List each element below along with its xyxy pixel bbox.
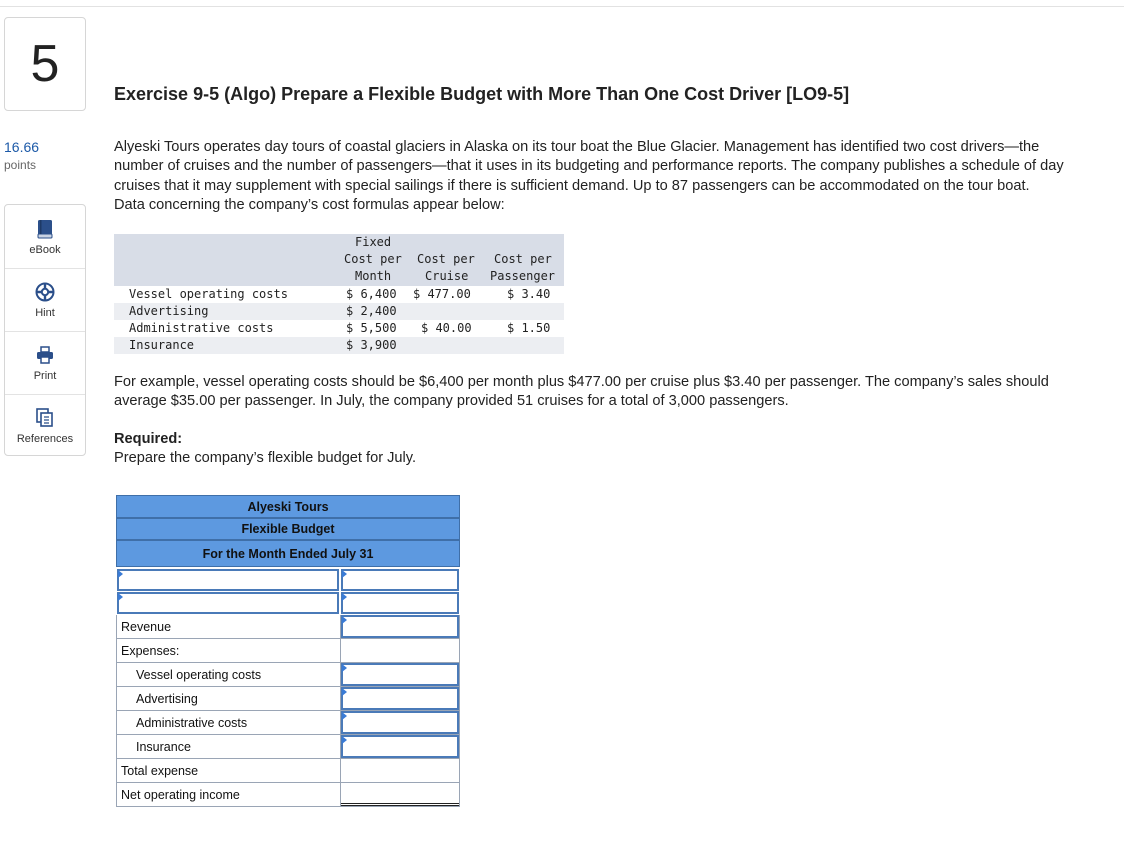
column-header-row [116, 567, 460, 592]
double-underline-bottom [341, 805, 459, 806]
budget-company-name: Alyeski Tours [116, 495, 460, 518]
tool-panel [4, 204, 86, 456]
hint-icon [35, 281, 55, 303]
print-icon [36, 344, 54, 366]
administrative-row [116, 711, 460, 735]
row-vessel-fixed: $ 6,400 [346, 287, 397, 301]
book-icon [36, 218, 54, 240]
total-expense-value [340, 759, 460, 783]
vessel-operating-row [116, 663, 460, 687]
vessel-operating-label: Vessel operating costs [116, 663, 340, 687]
required-text: Prepare the company’s flexible budget for July. [114, 450, 417, 466]
vessel-operating-input[interactable] [341, 663, 459, 686]
row-advertising-fixed: $ 2,400 [346, 304, 397, 318]
net-operating-income-label: Net operating income [116, 783, 340, 807]
points-value: 16.66 [4, 139, 40, 155]
references-icon [36, 407, 54, 429]
references-label: References [16, 433, 74, 445]
budget-period: For the Month Ended July 31 [116, 540, 460, 567]
expenses-label: Expenses: [116, 639, 340, 663]
header-fixed-1: Fixed [355, 235, 392, 249]
references-button[interactable] [5, 394, 85, 457]
row-administrative-cruise: $ 40.00 [421, 321, 472, 335]
advertising-label: Advertising [116, 687, 340, 711]
column-header-label-input[interactable] [117, 569, 339, 591]
header-cruise-2: Cruise [425, 269, 469, 283]
cost-formula-table [114, 234, 564, 353]
advertising-row [116, 687, 460, 711]
administrative-input[interactable] [341, 711, 459, 734]
revenue-input[interactable] [341, 615, 459, 638]
row-label-administrative: Administrative costs [129, 321, 274, 335]
activity-label-input[interactable] [117, 592, 339, 614]
points-label: points [4, 158, 37, 172]
administrative-label: Administrative costs [116, 711, 340, 735]
insurance-row [116, 735, 460, 759]
double-underline-top [341, 803, 459, 804]
total-expense-label: Total expense [116, 759, 340, 783]
intro-paragraph: Alyeski Tours operates day tours of coastal glaciers in Alaska on its tour boat the Blue Glacier. Management has identified two cost drivers—the number of cruises and the number of passengers—that it uses in its budgeting and performance reports. The company publishes a schedule of day cruises that it may supplement with special sailings if there is sufficient demand. Up to 87 passengers can be accommodated on the tour boat. Data concerning the company’s cost formulas appear below: [114, 139, 1064, 213]
insurance-input[interactable] [341, 735, 459, 758]
total-expense-row [116, 759, 460, 783]
row-vessel-passenger: $ 3.40 [507, 287, 551, 301]
revenue-row [116, 615, 460, 639]
header-passenger-2: Passenger [490, 269, 556, 283]
row-label-advertising: Advertising [129, 304, 209, 318]
ebook-label: eBook [29, 243, 61, 256]
activity-value-input[interactable] [341, 592, 459, 614]
budget-title: Flexible Budget [116, 518, 460, 540]
example-paragraph: For example, vessel operating costs should be $6,400 per month plus $477.00 per cruise plus $3.40 per passenger. The company’s sales should average $35.00 per passenger. In July, the company provided 51 cruises for a total of 3,000 passengers. [114, 374, 1049, 410]
flexible-budget-form [116, 495, 460, 807]
header-fixed-3: Month [355, 269, 392, 283]
insurance-label: Insurance [116, 735, 340, 759]
question-number: 5 [4, 17, 86, 111]
required-label: Required: [114, 431, 183, 447]
activity-row [116, 592, 460, 615]
header-passenger-1: Cost per [494, 252, 552, 266]
revenue-label: Revenue [116, 615, 340, 639]
advertising-input[interactable] [341, 687, 459, 710]
row-insurance-fixed: $ 3,900 [346, 338, 397, 352]
row-administrative-passenger: $ 1.50 [507, 321, 551, 335]
row-label-insurance: Insurance [129, 338, 195, 352]
print-button[interactable] [5, 331, 85, 394]
top-divider [0, 6, 1124, 7]
expenses-heading-row [116, 639, 460, 663]
ebook-button[interactable] [5, 205, 85, 268]
row-vessel-cruise: $ 477.00 [413, 287, 471, 301]
exercise-title: Exercise 9-5 (Algo) Prepare a Flexible Budget with More Than One Cost Driver [LO9-5] [114, 84, 850, 104]
row-administrative-fixed: $ 5,500 [346, 321, 397, 335]
row-label-vessel: Vessel operating costs [129, 287, 288, 301]
header-cruise-1: Cost per [417, 252, 475, 266]
print-label: Print [33, 370, 57, 382]
hint-button[interactable] [5, 268, 85, 331]
header-fixed-2: Cost per [344, 252, 402, 266]
hint-label: Hint [35, 307, 55, 319]
column-header-value-input[interactable] [341, 569, 459, 591]
